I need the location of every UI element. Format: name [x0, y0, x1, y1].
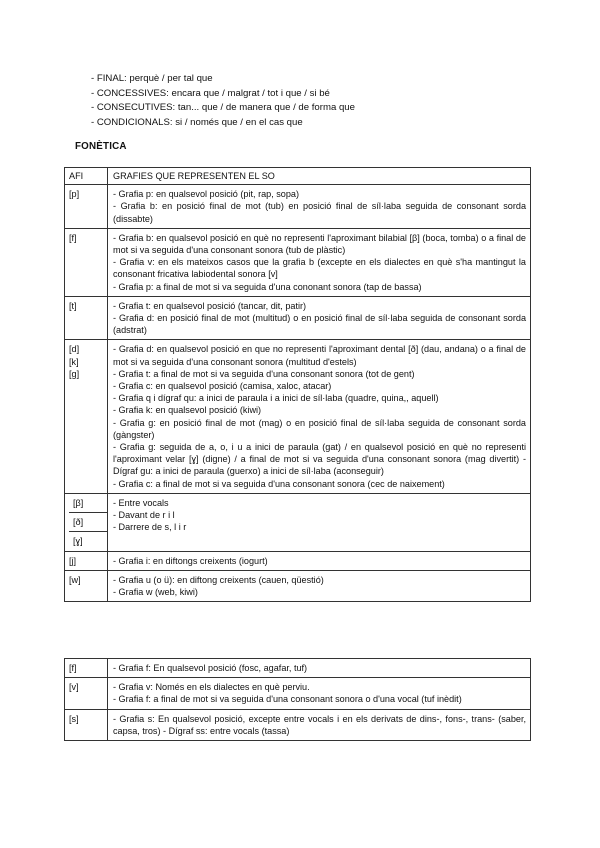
grafies-cell	[108, 678, 531, 709]
rule-line: - Grafia f: a final de mot si va seguida d'una consonant sonora o d'una vocal (tuf inèdit)	[113, 694, 462, 705]
afi-cell: [t]	[65, 296, 108, 340]
rule-line: - Grafia s: En qualsevol posició, excepte entre vocals i en els derivats de dins-, fons-, trans- (saber, capsa, tros) - Dígraf ss: entre vocals (tassa)	[113, 713, 526, 736]
table-header-row	[65, 168, 531, 185]
rule-line: - Grafia f: En qualsevol posició (fosc, agafar, tuf)	[113, 663, 308, 673]
rule-line: - Grafia q i dígraf qu: a inici de paraula i a inici de síl·laba (quadre, quina,, aquell)	[113, 393, 439, 404]
table-row	[65, 659, 531, 678]
afi-cell	[65, 340, 108, 493]
rule-line: - Grafia u (o ü): en diftong creixents (cauen, qüestió)	[113, 575, 324, 586]
rule-line: - Grafia w (web, kiwi)	[113, 587, 198, 598]
rule-line: - Grafia v: Només en els dialectes en què perviu.	[113, 682, 310, 693]
table-row	[65, 228, 531, 296]
table-row	[65, 493, 531, 551]
afi-cell: [s]	[65, 709, 108, 740]
list-item: - CONDICIONALS: si / només que / en el cas que	[91, 116, 303, 128]
rule-line: - Grafia c: en qualsevol posició (camisa, xaloc, atacar)	[113, 381, 332, 392]
rule-line: - Entre vocals	[113, 497, 169, 508]
afi-cell	[65, 493, 108, 551]
rule-line: - Grafia d: en posició final de mot (multitud) o en posició final de síl·laba seguida de consonant sorda (adstrat)	[113, 313, 526, 336]
grafies-cell	[108, 340, 531, 493]
grafies-cell	[108, 296, 531, 340]
section-title: FONÈTICA	[75, 141, 127, 152]
afi-symbol: [g]	[69, 369, 80, 380]
table-row	[65, 678, 531, 709]
table-row	[65, 185, 531, 229]
afi-cell: [f]	[65, 228, 108, 296]
table-row	[65, 551, 531, 570]
afi-symbol: [ɣ]	[73, 535, 83, 546]
afi-symbol: [ð]	[69, 513, 107, 532]
grafies-cell	[108, 185, 531, 229]
rule-line: - Grafia p: en qualsevol posició (pit, rap, sopa)	[113, 189, 300, 200]
grafies-cell	[108, 228, 531, 296]
header-afi: AFI	[65, 168, 108, 185]
afi-cell: [f]	[65, 659, 108, 678]
list-item: - CONSECUTIVES: tan... que / de manera que / de forma que	[91, 102, 355, 114]
rule-line: - Grafia d: en qualsevol posició en que no representi l'aproximant dental [ð] (dau, andana) o a final de mot si va seguida d'una consonant sonora (multitud d'estels)	[113, 344, 526, 367]
table-row	[65, 709, 531, 740]
afi-cell: [w]	[65, 571, 108, 602]
table-row	[65, 340, 531, 493]
table-row	[65, 571, 531, 602]
phonetics-table	[64, 167, 531, 602]
table-row	[65, 296, 531, 340]
afi-symbol: [β]	[69, 494, 107, 513]
rule-line: - Grafia i: en diftongs creixents (iogurt)	[113, 555, 268, 566]
list-item: - FINAL: perquè / per tal que	[91, 73, 213, 84]
rule-line: - Grafia k: en qualsevol posició (kiwi)	[113, 405, 262, 416]
rule-line: - Grafia t: en qualsevol posició (tancar, dit, patir)	[113, 300, 307, 311]
afi-cell: [j]	[65, 551, 108, 570]
grafies-cell	[108, 571, 531, 602]
list-item: - CONCESSIVES: encara que / malgrat / tot i que / si bé	[91, 87, 330, 99]
rule-line: - Grafia p: a final de mot si va seguida d'una cononant sonora (tap de bassa)	[113, 281, 422, 292]
rule-line: - Davant de r i l	[113, 510, 175, 521]
rule-line: - Grafia g: seguida de a, o, i u a inici de paraula (gat) / en qualsevol posició en què no representi l'aproximant velar [ɣ] (digne) / a final de mot si va seguida d'una consonant sonora (mag divertit) - Dígraf gu: a inici de paraula (guerxo) a inici de síl·laba (aconseguir)	[113, 442, 526, 477]
afi-symbol: [k]	[69, 356, 79, 367]
grafies-cell	[108, 709, 531, 740]
rule-line: - Darrere de s, l i r	[113, 522, 187, 533]
afi-cell: [v]	[65, 678, 108, 709]
rule-line: - Grafia c: a final de mot si va seguida d'una consonant sonora (cec de naixement)	[113, 478, 445, 489]
afi-cell: [p]	[65, 185, 108, 229]
rule-line: - Grafia b: en qualsevol posició en què no representi l'aproximant bilabial [β] (boca, tomba) o a final de mot si va seguida d'una consonant sonora (tub de plàstic)	[113, 232, 526, 256]
rule-line: - Grafia b: en posició final de mot (tub) en posició final de síl·laba seguida de consonant sorda (dissabte)	[113, 201, 526, 224]
conjunction-list	[91, 72, 355, 130]
grafies-cell	[108, 551, 531, 570]
rule-line: - Grafia g: en posició final de mot (mag) o en posició final de síl·laba seguida de consonant sorda (gàngster)	[113, 417, 526, 440]
afi-symbol: [d]	[69, 344, 80, 355]
grafies-cell	[108, 659, 531, 678]
rule-line: - Grafia v: en els mateixos casos que la grafia b (excepte en els dialectes en què s'ha mantingut la consonant fricativa labiodental sonora [v]	[113, 257, 526, 280]
grafies-cell	[108, 493, 531, 551]
rule-line: - Grafia t: a final de mot si va seguida d'una consonant sonora (tot de gent)	[113, 368, 415, 379]
phonetics-table-continued	[64, 658, 531, 741]
header-grafies: GRAFIES QUE REPRESENTEN EL SO	[108, 168, 531, 185]
